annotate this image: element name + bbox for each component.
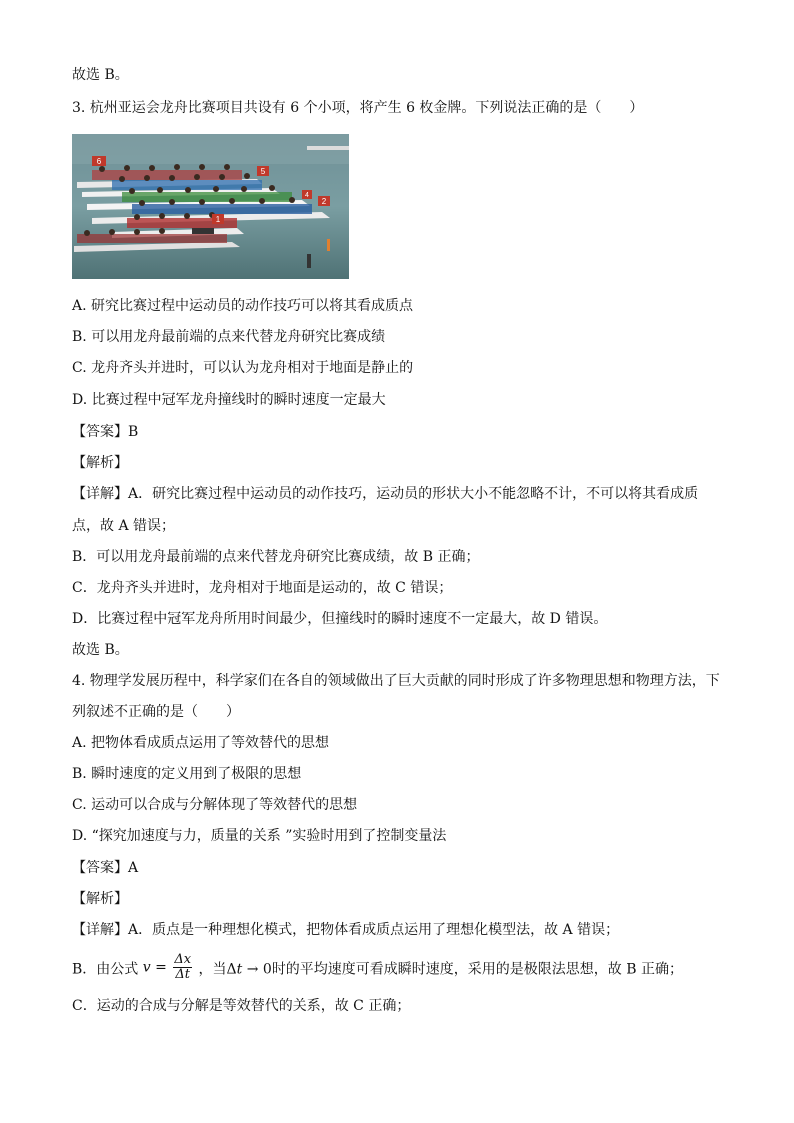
svg-text:4: 4 (305, 192, 309, 199)
option-3b: B. 可以用龙舟最前端的点来代替龙舟研究比赛成绩 (72, 329, 386, 345)
svg-text:6: 6 (96, 157, 102, 166)
detail-3-line-3: B．可以用龙舟最前端的点来代替龙舟研究比赛成绩，故 B 正确； (72, 549, 480, 565)
svg-text:5: 5 (260, 167, 266, 176)
question-4-stem-1: 4. 物理学发展历程中，科学家们在各自的领域做出了巨大贡献的同时形成了许多物理思想和物理方法，下 (72, 673, 720, 689)
svg-text:1: 1 (215, 215, 221, 224)
option-3a: A. 研究比赛过程中运动员的动作技巧可以将其看成质点 (72, 298, 414, 314)
conclusion-line: 故选 B。 (72, 67, 129, 83)
detail-3-line-2: 点，故 A 错误； (72, 518, 176, 534)
answer-4: 【答案】A (72, 860, 139, 876)
detail-3-line-4: C．龙舟齐头并进时，龙舟相对于地面是运动的，故 C 错误； (72, 580, 453, 596)
question-3-stem: 3. 杭州亚运会龙舟比赛项目共设有 6 个小项，将产生 6 枚金牌。下列说法正确的是（ ） (72, 100, 644, 116)
formula-fraction (173, 953, 192, 982)
conclusion-3: 故选 B。 (72, 642, 129, 658)
svg-text:2: 2 (321, 197, 327, 206)
detail-4-line-3: C．运动的合成与分解是等效替代的关系，故 C 正确； (72, 998, 411, 1014)
dragon-boat-image (72, 134, 349, 279)
formula-equals: = (150, 959, 172, 976)
option-4c: C. 运动可以合成与分解体现了等效替代的思想 (72, 797, 358, 813)
detail-3-line-1: 【详解】A．研究比赛过程中运动员的动作技巧，运动员的形状大小不能忽略不计，不可以将其看成质 (72, 486, 699, 502)
question-4-stem-2: 列叙述不正确的是（ ） (72, 704, 240, 720)
formula-arrow: → 0 (242, 961, 272, 978)
detail-4-line-2-suffix: 时的平均速度可看成瞬时速度，采用的是极限法思想，故 B 正确； (271, 961, 683, 978)
fraction-numerator: Δx (174, 952, 192, 967)
formula-t: t (236, 961, 243, 978)
detail-3-line-5: D．比赛过程中冠军龙舟所用时间最少，但撞线时的瞬时速度不一定最大，故 D 错误。 (72, 611, 608, 627)
answer-3: 【答案】B (72, 424, 139, 440)
detail-4-line-2-prefix: B．由公式 (72, 961, 139, 978)
option-3d: D. 比赛过程中冠军龙舟撞线时的瞬时速度一定最大 (72, 392, 386, 408)
option-4d: D. “探究加速度与力，质量的关系 ”实验时用到了控制变量法 (72, 828, 447, 844)
detail-4-line-2 (72, 952, 683, 984)
velocity-formula (143, 953, 194, 982)
option-4b: B. 瞬时速度的定义用到了极限的思想 (72, 766, 302, 782)
formula-v: v (142, 959, 151, 976)
analysis-label-4: 【解析】 (72, 891, 128, 907)
analysis-label-3: 【解析】 (72, 455, 128, 471)
detail-4-line-2-mid: ，当Δ (198, 961, 237, 978)
fraction-denominator: Δt (175, 967, 190, 982)
detail-4-line-1: 【详解】A．质点是一种理想化模式，把物体看成质点运用了理想化模型法，故 A 错误； (72, 922, 620, 938)
option-3c: C. 龙舟齐头并进时，可以认为龙舟相对于地面是静止的 (72, 360, 414, 376)
dragon-boat-photo (72, 134, 349, 279)
option-4a: A. 把物体看成质点运用了等效替代的思想 (72, 735, 330, 751)
